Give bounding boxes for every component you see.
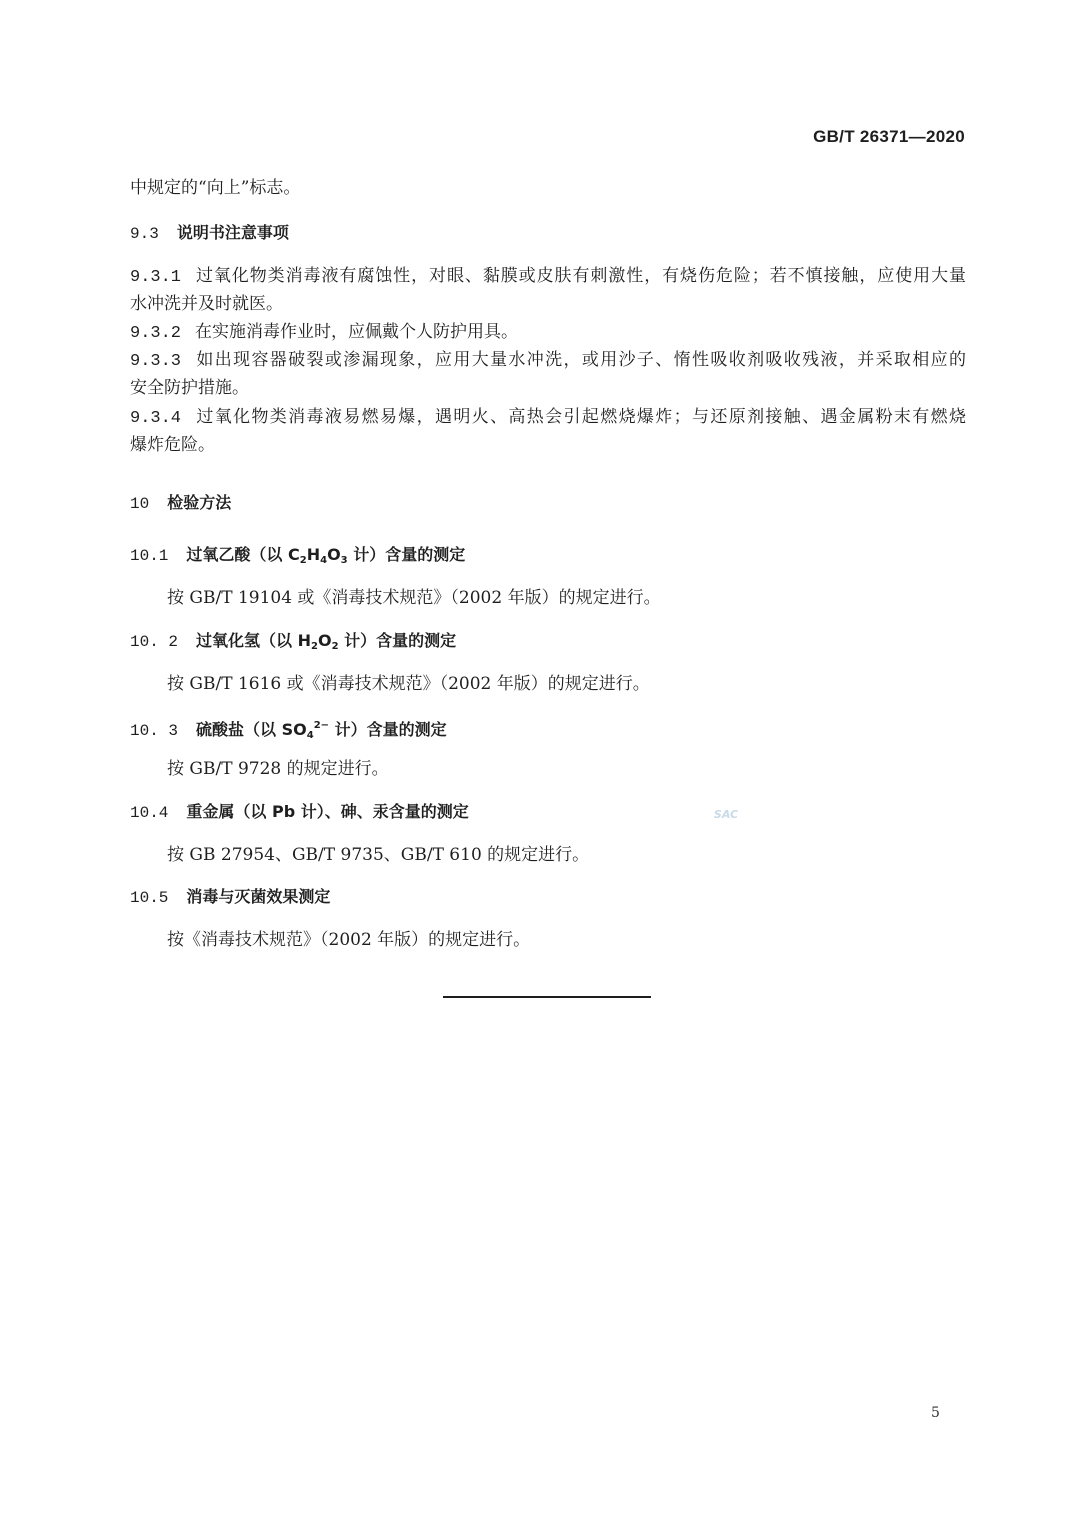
continuation-text: 中规定的“向上”标志。	[130, 178, 301, 198]
formula-element: SO	[281, 720, 307, 739]
clause-number: 9.3.1	[130, 268, 182, 287]
section-9-3-heading	[130, 221, 289, 246]
section-10-3-body: 按 GB/T 9728 的规定进行。	[167, 759, 389, 779]
formula-subscript: 4	[306, 730, 314, 741]
formula-subscript: 2	[310, 641, 318, 652]
clause-9-3-2	[130, 318, 966, 348]
section-10-5-body: 按《消毒技术规范》（2002 年版）的规定进行。	[167, 930, 531, 950]
sac-watermark-logo: SAC	[713, 808, 739, 821]
section-10-2-body: 按 GB/T 1616 或《消毒技术规范》（2002 年版）的规定进行。	[167, 674, 650, 694]
section-number: 10. 2	[130, 633, 179, 651]
formula-subscript: 2	[299, 555, 307, 566]
end-of-document-rule	[443, 996, 651, 998]
formula-charge: 2−	[313, 720, 330, 731]
clause-9-3-3-line-2: 安全防护措施。	[130, 378, 249, 398]
formula-element: O	[327, 545, 341, 564]
chemical-formula	[298, 631, 339, 650]
section-10-2-heading	[130, 629, 456, 659]
chapter-number: 10	[130, 495, 150, 513]
section-number: 10.1	[130, 547, 169, 565]
standard-code: GB/T 26371—2020	[813, 127, 965, 146]
formula-element: O	[317, 631, 332, 650]
title-suffix: 计）含量的测定	[329, 720, 447, 739]
clause-text: 如出现容器破裂或渗漏现象，应用大量水冲洗，或用沙子、惰性吸收剂吸收残液，并采取相应的	[195, 350, 966, 370]
section-10-5-heading	[130, 885, 330, 910]
section-10-3-heading	[130, 714, 447, 748]
section-10-1-heading	[130, 543, 465, 573]
section-10-4-heading	[130, 800, 469, 825]
title-prefix: 过氧化氢（以	[196, 631, 298, 650]
clause-number: 9.3.4	[130, 409, 182, 428]
formula-subscript: 4	[320, 555, 328, 566]
formula-element: H	[297, 631, 311, 650]
clause-text: 过氧化物类消毒液易燃易爆，遇明火、高热会引起燃烧爆炸；与还原剂接触、遇金属粉末有燃烧	[195, 407, 966, 427]
clause-number: 9.3.2	[130, 324, 182, 343]
section-number: 10.5	[130, 889, 169, 907]
title-prefix: 硫酸盐（以	[196, 720, 282, 739]
chapter-title: 检验方法	[167, 493, 232, 512]
section-title: 重金属（以 Pb 计）、砷、汞含量的测定	[186, 802, 469, 821]
clause-9-3-3-line-1	[130, 346, 966, 376]
title-suffix: 计）含量的测定	[338, 631, 457, 650]
chemical-formula	[288, 545, 348, 564]
title-prefix: 过氧乙酸（以	[186, 545, 288, 564]
section-title: 说明书注意事项	[176, 223, 289, 242]
section-number: 10.4	[130, 804, 169, 822]
page-number: 5	[931, 1405, 940, 1421]
chemical-formula	[282, 720, 329, 739]
section-title: 消毒与灭菌效果测定	[186, 887, 331, 906]
clause-text: 在实施消毒作业时，应佩戴个人防护用具。	[195, 322, 519, 342]
section-10-1-body: 按 GB/T 19104 或《消毒技术规范》（2002 年版）的规定进行。	[167, 588, 661, 608]
clause-9-3-1-line-2: 水冲洗并及时就医。	[130, 294, 283, 314]
section-number: 9.3	[130, 225, 159, 243]
section-10-4-body: 按 GB 27954、GB/T 9735、GB/T 610 的规定进行。	[167, 845, 590, 865]
clause-number: 9.3.3	[130, 352, 182, 371]
section-number: 10. 3	[130, 722, 179, 740]
formula-element: H	[306, 545, 321, 564]
clause-9-3-4-line-1	[130, 403, 966, 433]
chapter-10-heading	[130, 491, 231, 516]
clause-9-3-4-line-2: 爆炸危险。	[130, 435, 215, 455]
formula-subscript: 2	[331, 641, 339, 652]
formula-subscript: 3	[340, 555, 348, 566]
formula-element: C	[287, 545, 300, 564]
clause-9-3-1-line-1	[130, 262, 966, 292]
clause-text: 过氧化物类消毒液有腐蚀性，对眼、黏膜或皮肤有刺激性，有烧伤危险；若不慎接触，应使用大量	[195, 266, 966, 286]
title-suffix: 计）含量的测定	[347, 545, 466, 564]
